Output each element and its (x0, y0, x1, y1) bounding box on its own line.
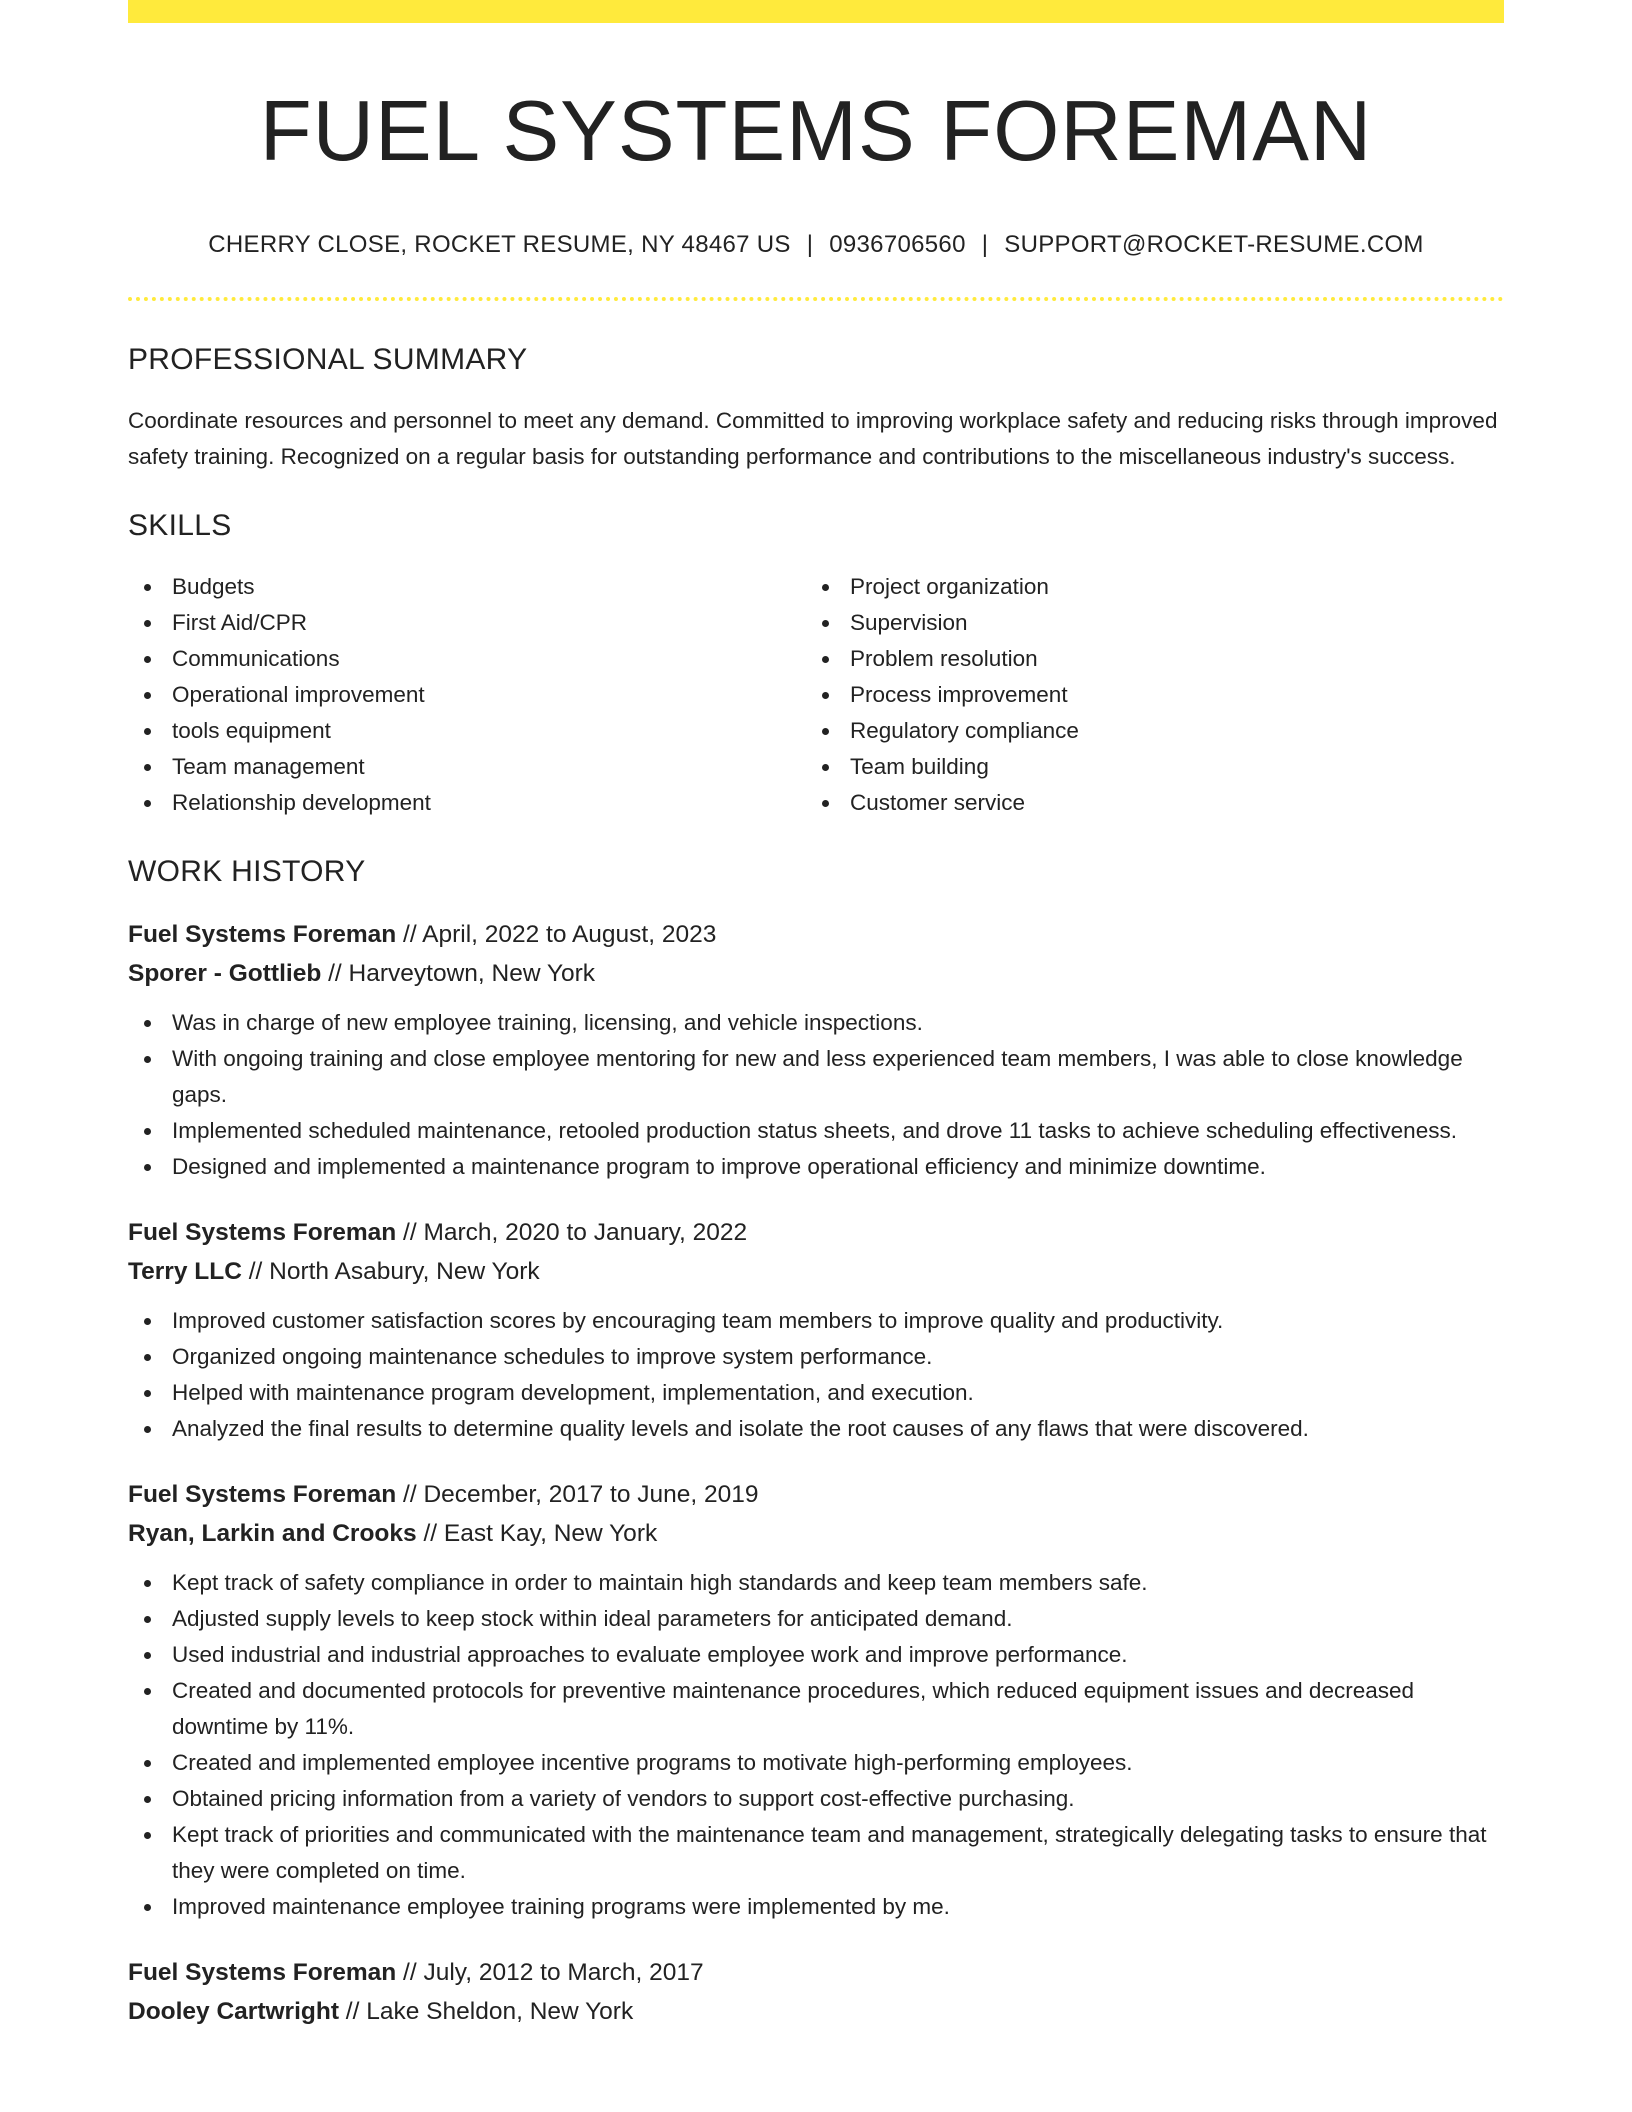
job-location: East Kay, New York (443, 1519, 658, 1547)
list-item: Obtained pricing information from a variety of vendors to support cost-effective purchasing. (128, 1781, 1504, 1817)
accent-top-bar (128, 0, 1504, 23)
work-history-heading: WORK HISTORY (128, 854, 366, 888)
list-item: Analyzed the final results to determine quality levels and isolate the root causes of any flaws that were discovered. (128, 1411, 1504, 1447)
skill-item: Problem resolution (806, 641, 1484, 677)
job-location: North Asabury, New York (269, 1257, 540, 1285)
job-dates: December, 2017 to June, 2019 (423, 1480, 759, 1508)
job-separator: // (396, 920, 423, 948)
skill-item: Process improvement (806, 677, 1484, 713)
skill-item: Operational improvement (128, 677, 806, 713)
summary-text: Coordinate resources and personnel to meet any demand. Committed to improving workplace safety and reducing risks through improved safety training. Recognized on a regular basis for outstanding performance and contributions to the miscellaneous industry's success. (128, 407, 1498, 469)
job-company-line (128, 1514, 1504, 1553)
job-dates: April, 2022 to August, 2023 (422, 920, 717, 948)
contact-email: SUPPORT@ROCKET-RESUME.COM (1004, 230, 1424, 258)
summary-heading: PROFESSIONAL SUMMARY (128, 342, 528, 376)
skill-item: Customer service (806, 785, 1484, 821)
job-company-line (128, 1252, 1504, 1291)
job-bullets (128, 1565, 1504, 1925)
skill-item: First Aid/CPR (128, 605, 806, 641)
skill-item: Team building (806, 749, 1484, 785)
job-title-line (128, 1475, 1504, 1514)
skills-heading: SKILLS (128, 508, 232, 542)
contact-separator: | (981, 230, 989, 258)
work-history-list (128, 915, 1504, 2031)
list-item: Adjusted supply levels to keep stock within ideal parameters for anticipated demand. (128, 1601, 1504, 1637)
job-role: Fuel Systems Foreman (128, 1480, 397, 1508)
job-company: Dooley Cartwright (128, 1997, 339, 2025)
job-separator: // (339, 1997, 367, 2025)
skill-item: Budgets (128, 569, 806, 605)
job-dates: July, 2012 to March, 2017 (423, 1958, 704, 1986)
list-item: Improved customer satisfaction scores by encouraging team members to improve quality and productivity. (128, 1303, 1504, 1339)
job-bullets (128, 1303, 1504, 1447)
job-separator: // (396, 1958, 424, 1986)
job-company-line (128, 954, 1504, 993)
skill-item: Team management (128, 749, 806, 785)
list-item: Designed and implemented a maintenance program to improve operational efficiency and minimize downtime. (128, 1149, 1504, 1185)
job-bullets (128, 1005, 1504, 1185)
list-item: Created and implemented employee incentive programs to motivate high-performing employees. (128, 1745, 1504, 1781)
job-title-line (128, 1953, 1504, 1992)
list-item: Was in charge of new employee training, licensing, and vehicle inspections. (128, 1005, 1504, 1041)
list-item: Created and documented protocols for preventive maintenance procedures, which reduced equipment issues and decreased downtime by 11%. (128, 1673, 1504, 1745)
skills-list-left (128, 569, 806, 821)
contact-phone: 0936706560 (829, 230, 966, 258)
skill-item: Supervision (806, 605, 1484, 641)
list-item: Improved maintenance employee training programs were implemented by me. (128, 1889, 1504, 1925)
job-separator: // (241, 1257, 270, 1285)
job-entry (128, 1475, 1504, 1925)
job-role: Fuel Systems Foreman (128, 1958, 397, 1986)
job-separator: // (416, 1519, 444, 1547)
job-company: Sporer - Gottlieb (128, 959, 322, 987)
list-item: Implemented scheduled maintenance, retooled production status sheets, and drove 11 tasks to achieve scheduling effectiveness. (128, 1113, 1504, 1149)
job-separator: // (396, 1218, 424, 1246)
job-location: Harveytown, New York (348, 959, 596, 987)
contact-line (128, 231, 1504, 259)
contact-separator: | (806, 230, 814, 258)
contact-address: CHERRY CLOSE, ROCKET RESUME, NY 48467 US (208, 230, 791, 258)
list-item: Helped with maintenance program development, implementation, and execution. (128, 1375, 1504, 1411)
job-title-line (128, 915, 1504, 954)
skill-item: tools equipment (128, 713, 806, 749)
job-role: Fuel Systems Foreman (128, 1218, 397, 1246)
list-item: Kept track of priorities and communicated with the maintenance team and management, strategically delegating tasks to ensure that they were completed on time. (128, 1817, 1504, 1889)
job-separator: // (321, 959, 349, 987)
candidate-name: FUEL SYSTEMS FOREMAN (259, 84, 1373, 179)
job-entry (128, 1213, 1504, 1447)
skill-item: Regulatory compliance (806, 713, 1484, 749)
job-role: Fuel Systems Foreman (128, 920, 397, 948)
skill-item: Communications (128, 641, 806, 677)
resume-page (128, 0, 1504, 2031)
skills-columns (128, 569, 1504, 821)
dotted-divider (128, 297, 1504, 301)
job-company: Ryan, Larkin and Crooks (128, 1519, 417, 1547)
job-dates: March, 2020 to January, 2022 (423, 1218, 748, 1246)
skill-item: Project organization (806, 569, 1484, 605)
list-item: Kept track of safety compliance in order to maintain high standards and keep team members safe. (128, 1565, 1504, 1601)
job-company-line (128, 1992, 1504, 2031)
job-entry (128, 1953, 1504, 2031)
job-location: Lake Sheldon, New York (366, 1997, 634, 2025)
list-item: Used industrial and industrial approaches to evaluate employee work and improve performance. (128, 1637, 1504, 1673)
skills-list-right (806, 569, 1484, 821)
job-entry (128, 915, 1504, 1185)
job-separator: // (396, 1480, 424, 1508)
job-company: Terry LLC (128, 1257, 242, 1285)
skill-item: Relationship development (128, 785, 806, 821)
list-item: With ongoing training and close employee mentoring for new and less experienced team members, I was able to close knowledge gaps. (128, 1041, 1504, 1113)
list-item: Organized ongoing maintenance schedules to improve system performance. (128, 1339, 1504, 1375)
job-title-line (128, 1213, 1504, 1252)
